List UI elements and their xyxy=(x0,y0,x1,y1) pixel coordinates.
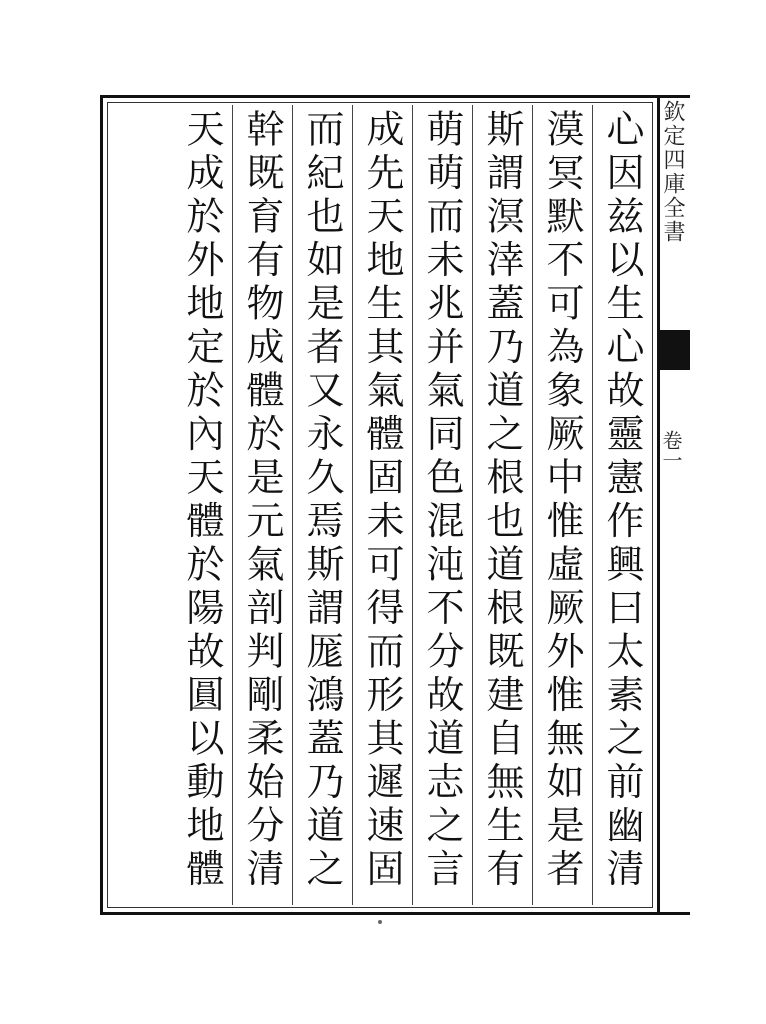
margin-book-title: 欽定四庫全書 xyxy=(660,100,685,244)
text-columns xyxy=(112,105,652,905)
text-column-3: 斯謂溟涬蓋乃道之根也道根既建自無生有 xyxy=(472,105,532,905)
text-column-6: 而紀也如是者又永久焉斯謂厖鴻蓋乃道之 xyxy=(292,105,352,905)
text-column-1: 心因兹以生心故靈憲作興曰太素之前幽清 xyxy=(592,105,652,905)
text-column-7: 幹既育有物成體於是元氣剖判剛柔始分清 xyxy=(232,105,292,905)
page-dot-mark xyxy=(378,920,382,924)
fish-tail-mark xyxy=(660,330,690,370)
text-column-4: 萌萌而未兆并氣同色混沌不分故道志之言 xyxy=(412,105,472,905)
text-column-2: 漠冥默不可為象厥中惟虛厥外惟無如是者 xyxy=(532,105,592,905)
text-column-8: 天成於外地定於內天體於陽故圓以動地體 xyxy=(180,109,224,892)
text-column-5: 成先天地生其氣體固未可得而形其遲速固 xyxy=(352,105,412,905)
margin-volume-label: 卷一 xyxy=(659,430,683,470)
